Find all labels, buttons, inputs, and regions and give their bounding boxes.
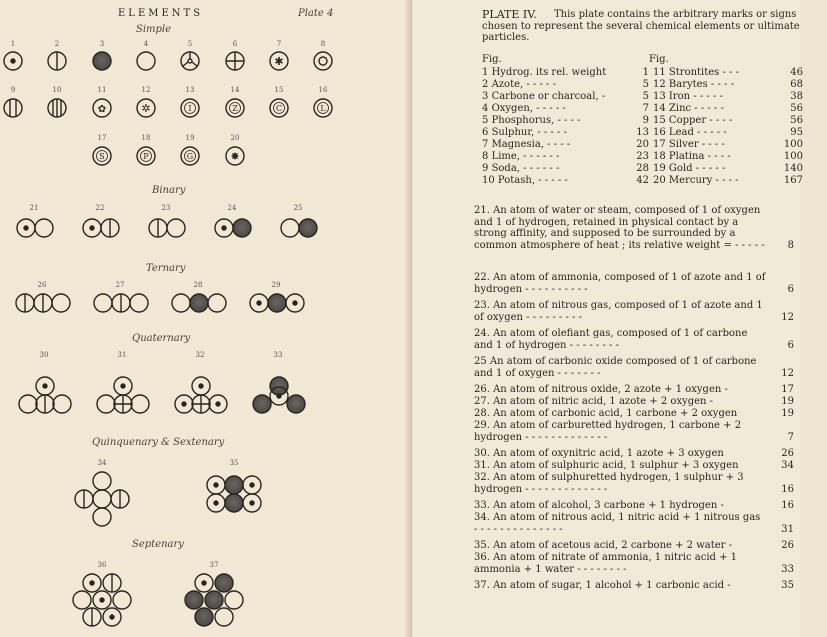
list-item: 33. An atom of alcohol, 3 carbone + 1 hydrogen - 16 [474, 500, 794, 511]
svg-text:✲: ✲ [141, 102, 151, 115]
fig-number: 20 [230, 134, 240, 142]
copper-letter: C [275, 104, 283, 113]
potash-symbol [48, 99, 66, 117]
platina-letter: P [143, 152, 149, 161]
ammonia-atom [83, 219, 119, 237]
fig-number: 15 [274, 86, 284, 94]
fig-number: 2 [54, 40, 60, 48]
section-simple: Simple [136, 24, 172, 35]
nitrous-oxide-atom [16, 294, 70, 312]
hydrogen-symbol [4, 52, 22, 70]
mercury-symbol [226, 147, 244, 165]
svg-text:✿: ✿ [97, 104, 107, 115]
fig-number: 28 [193, 281, 203, 289]
azote-symbol [48, 52, 66, 70]
fig-number: 29 [271, 281, 281, 289]
fig-number: 23 [161, 204, 171, 212]
table-row: 2 Azote, - - - - - 5 12 Barytes - - - - 68 [482, 79, 803, 90]
fig-number: 12 [141, 86, 151, 94]
nitrous-acid-atom [75, 472, 129, 526]
fig-number: 30 [39, 351, 49, 359]
sulphuretted-hydrogen-atom [175, 377, 227, 413]
sulphur-symbol [226, 52, 244, 70]
list-item: 25 An atom of carbonic oxide composed of 1 of carbone and 1 of oxygen - - - - - - - 12 [474, 356, 794, 379]
plate-label: Plate 4 [298, 8, 334, 19]
phosphorus-symbol [181, 52, 199, 70]
fig-number: 11 [97, 86, 107, 94]
fig-number: 7 [276, 40, 282, 48]
fig-header-left: Fig. [482, 54, 502, 65]
fig-number: 18 [141, 134, 151, 142]
list-item: 23. An atom of nitrous gas, composed of 1 of azote and 1 of oxygen - - - - - - - - - 12 [474, 300, 794, 323]
nitric-acid-atom [94, 294, 148, 312]
silver-letter: S [99, 152, 105, 161]
list-item: 36. An atom of nitrate of ammonia, 1 nitric acid + 1 ammonia + 1 water - - - - - - - - 33 [474, 552, 794, 575]
fig-number: 24 [227, 204, 237, 212]
fig-number: 3 [99, 40, 105, 48]
fig-number: 16 [318, 86, 328, 94]
fig-number: 17 [97, 134, 107, 142]
fig-number: 10 [52, 86, 62, 94]
water-atom [17, 219, 53, 237]
fig-number: 32 [195, 351, 205, 359]
section-quaternary: Quaternary [132, 333, 191, 344]
fig-number: 25 [293, 204, 303, 212]
table-row: 10 Potash, - - - - - 42 20 Mercury - - - - 167 [482, 175, 803, 186]
zinc-letter: Z [232, 104, 238, 113]
carburetted-hydrogen-atom [250, 294, 304, 312]
fig-number: 5 [187, 40, 193, 48]
list-item: 35. An atom of acetous acid, 2 carbone + 2 water - 26 [474, 540, 794, 551]
section-ternary: Ternary [146, 263, 186, 274]
section-binary: Binary [152, 185, 186, 196]
fig-number: 35 [229, 459, 239, 467]
nitrate-of-ammonia-atom [73, 574, 131, 626]
fig-number: 19 [185, 134, 195, 142]
list-item: 22. An atom of ammonia, composed of 1 of azote and 1 of hydrogen - - - - - - - - - - 6 [474, 272, 794, 295]
list-item: 26. An atom of nitrous oxide, 2 azote + 1 oxygen - 17 [474, 384, 794, 395]
fig-number: 6 [232, 40, 238, 48]
fig-number: 31 [117, 351, 127, 359]
gold-letter: G [186, 152, 194, 161]
plate-intro: This plate contains the arbitrary marks or signs chosen to represent the several chemical elements or ultimate particles. [482, 9, 800, 43]
table-row: 6 Sulphur, - - - - - 13 16 Lead - - - - - 95 [482, 127, 803, 138]
list-item: 24. An atom of olefiant gas, composed of 1 of carbone and 1 of hydrogen - - - - - - - - 6 [474, 328, 794, 351]
svg-text:✱: ✱ [274, 55, 284, 68]
list-item: 30. An atom of oxynitric acid, 1 azote + 3 oxygen 26 [474, 448, 794, 459]
fig-number: 37 [209, 561, 219, 569]
fig-number: 27 [115, 281, 125, 289]
svg-text:✸: ✸ [230, 150, 240, 163]
fig-number: 26 [37, 281, 47, 289]
fig-number: 1 [10, 40, 16, 48]
fig-header-right: Fig. [649, 54, 669, 65]
oxynitric-acid-atom [19, 377, 71, 413]
fig-number: 34 [97, 459, 107, 467]
symbols-canvas [0, 0, 412, 637]
magnesia-symbol [270, 52, 288, 70]
strontites-symbol [93, 99, 111, 117]
list-item: 29. An atom of carburetted hydrogen, 1 carbone + 2 hydrogen - - - - - - - - - - - - - 7 [474, 420, 794, 443]
list-item: 28. An atom of carbonic acid, 1 carbone + 2 oxygen 19 [474, 408, 794, 419]
list-item: 32. An atom of sulphuretted hydrogen, 1 sulphur + 3 hydrogen - - - - - - - - - - - - - 16 [474, 472, 794, 495]
fig-number: 9 [10, 86, 16, 94]
olefiant-gas-atom [215, 219, 251, 237]
fig-number: 21 [29, 204, 39, 212]
oxygen-symbol [137, 52, 155, 70]
acetous-acid-atom [207, 476, 261, 512]
table-row: 7 Magnesia, - - - - 20 17 Silver - - - - 100 [482, 139, 803, 150]
page-header: ELEMENTS [118, 8, 204, 19]
list-item: 31. An atom of sulphuric acid, 1 sulphur + 3 oxygen 34 [474, 460, 794, 471]
section-septenary: Septenary [132, 539, 184, 550]
table-row: 3 Carbone or charcoal, - 5 13 Iron - - - - - 38 [482, 91, 803, 102]
sulphuric-acid-atom [97, 377, 149, 413]
soda-symbol [4, 99, 22, 117]
iron-letter: I [188, 104, 192, 113]
list-item: 21. An atom of water or steam, composed of 1 of oxygen and 1 of hydrogen, retained in physical contact by a strong affinity, and supposed to be surrounded by a common atmosphere of heat ; its relative weight = - - - - - 8 [474, 205, 794, 251]
list-item: 37. An atom of sugar, 1 alcohol + 1 carbonic acid - 35 [474, 580, 794, 591]
table-row: 9 Soda, - - - - - - 28 19 Gold - - - - - 140 [482, 163, 803, 174]
fig-number: 8 [320, 40, 326, 48]
left-page [0, 0, 412, 637]
fig-number: 22 [95, 204, 105, 212]
section-quinquenary: Quinquenary & Sextenary [92, 437, 225, 448]
fig-number: 13 [185, 86, 195, 94]
fig-number: 36 [97, 561, 107, 569]
lead-letter: L [320, 104, 326, 113]
carbonic-oxide-atom [281, 219, 317, 237]
nitrous-gas-atom [149, 219, 185, 237]
table-row: 4 Oxygen, - - - - - 7 14 Zinc - - - - - 56 [482, 103, 803, 114]
table-row: 8 Lime, - - - - - - 23 18 Platina - - - - 100 [482, 151, 803, 162]
carbonic-acid-atom [172, 294, 226, 312]
fig-number: 14 [230, 86, 240, 94]
sugar-atom [185, 574, 243, 626]
carbone-symbol [93, 52, 111, 70]
fig-number: 4 [143, 40, 149, 48]
list-item: 27. An atom of nitric acid, 1 azote + 2 oxygen - 19 [474, 396, 794, 407]
lime-symbol [314, 52, 332, 70]
plate-title: PLATE IV. [482, 8, 537, 21]
table-row: 1 Hydrog. its rel. weight 1 11 Strontites - - - 46 [482, 67, 803, 78]
table-row: 5 Phosphorus, - - - - 9 15 Copper - - - - 56 [482, 115, 803, 126]
fig-number: 33 [273, 351, 283, 359]
list-item: 34. An atom of nitrous acid, 1 nitric acid + 1 nitrous gas - - - - - - - - - - - - - - 31 [474, 512, 794, 535]
barytes-symbol [137, 99, 155, 117]
alcohol-atom [253, 377, 305, 413]
